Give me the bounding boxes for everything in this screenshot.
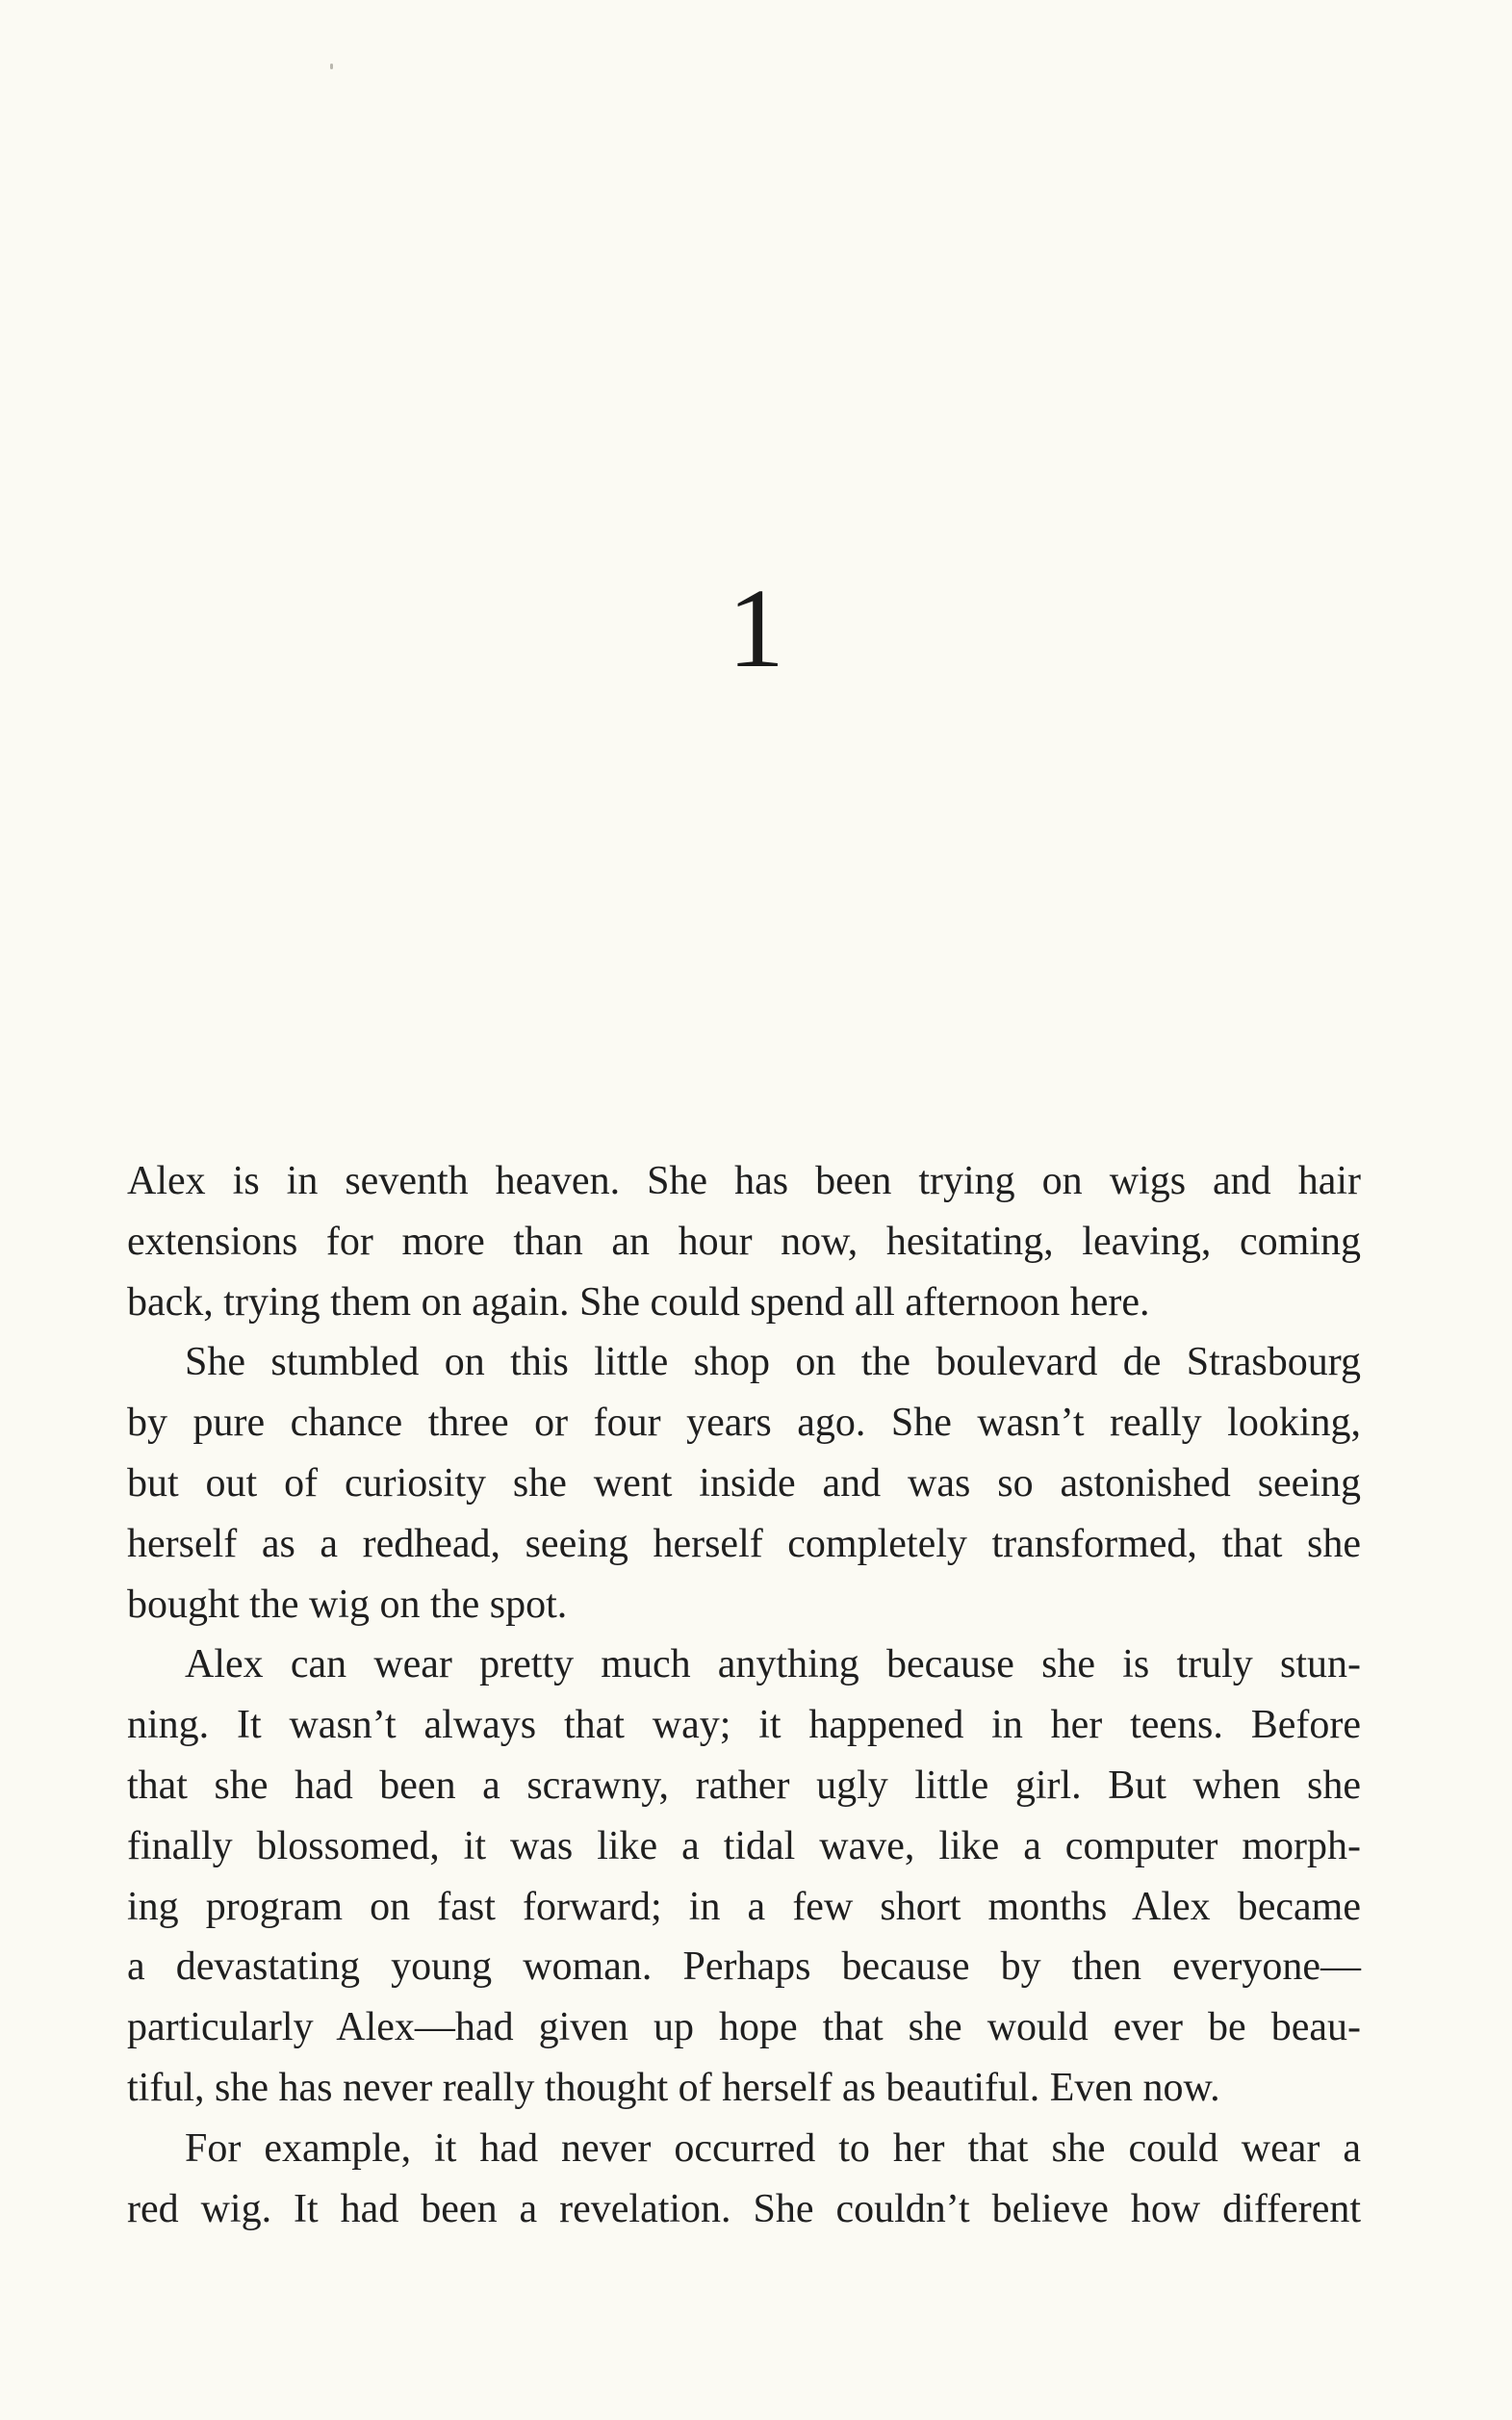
text-line: Alex is in seventh heaven. She has been trying on wigs and hair [127, 1159, 1361, 1203]
text-line: For example, it had never occurred to her that she could wear a [185, 2125, 1361, 2171]
text-line: a devastating young woman. Perhaps because by then everyone— [127, 1944, 1361, 1990]
chapter-number: 1 [728, 565, 784, 691]
scan-speck [330, 64, 333, 69]
text-line: finally blossomed, it was like a tidal wave, like a computer morph- [127, 1823, 1361, 1868]
text-line: ing program on fast forward; in a few short months Alex became [127, 1884, 1361, 1929]
text-line: extensions for more than an hour now, hesitating, leaving, coming [127, 1219, 1361, 1264]
paragraph [127, 1332, 1361, 1635]
paragraph [127, 1151, 1361, 1332]
text-line: Alex can wear pretty much anything because she is truly stun- [185, 1642, 1361, 1687]
text-line: She stumbled on this little shop on the boulevard de Strasbourg [185, 1340, 1361, 1385]
chapter-body [127, 1151, 1361, 2239]
text-line: particularly Alex—had given up hope that she would ever be beau- [127, 2005, 1361, 2050]
text-line: bought the wig on the spot. [127, 1582, 568, 1627]
text-line: by pure chance three or four years ago. She wasn’t really looking, [127, 1401, 1361, 1446]
text-line: ning. It wasn’t always that way; it happened in her teens. Before [127, 1703, 1361, 1748]
paragraph [127, 1635, 1361, 2118]
text-line: but out of curiosity she went inside and was so astonished seeing [127, 1460, 1361, 1506]
text-line: tiful, she has never really thought of herself as beautiful. Even now. [127, 2065, 1220, 2110]
text-line: that she had been a scrawny, rather ugly little girl. But when she [127, 1763, 1361, 1808]
text-line: back, trying them on again. She could spend all afternoon here. [127, 1279, 1150, 1325]
text-line: herself as a redhead, seeing herself completely transformed, that she [127, 1521, 1361, 1566]
paragraph [127, 2119, 1361, 2240]
text-line: red wig. It had been a revelation. She couldn’t believe how different [127, 2186, 1361, 2231]
